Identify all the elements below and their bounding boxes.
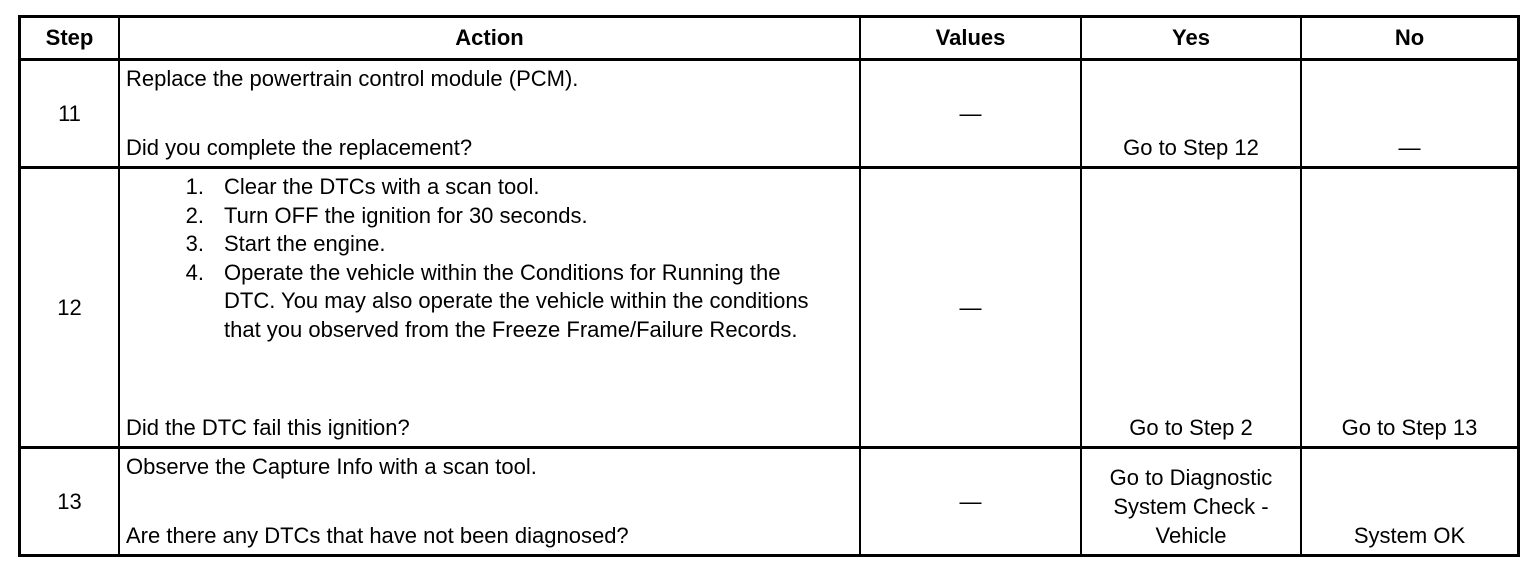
action-question: Did the DTC fail this ignition? — [126, 415, 410, 440]
values-cell — [861, 169, 1082, 446]
table-row-step-11 — [21, 61, 1517, 169]
yes-cell — [1082, 449, 1302, 554]
step-number-cell — [21, 61, 120, 166]
no-outcome: System OK — [1353, 523, 1466, 548]
yes-cell — [1082, 61, 1302, 166]
yes-outcome-line: System Check - — [1113, 494, 1269, 519]
header-yes: Yes — [1082, 18, 1302, 58]
list-item-text: Clear the DTCs with a scan tool. — [224, 174, 540, 199]
values-cell — [861, 61, 1082, 166]
header-action: Action — [120, 18, 861, 58]
action-instruction: Observe the Capture Info with a scan tool. — [126, 454, 537, 479]
yes-outcome: Go to Step 2 — [1129, 415, 1253, 440]
list-item-text: Turn OFF the ignition for 30 seconds. — [224, 202, 588, 228]
procedure-list — [174, 173, 824, 344]
header-step: Step — [21, 18, 120, 58]
values-dash: — — [959, 488, 982, 514]
yes-outcome — [1082, 463, 1300, 550]
step-number: 13 — [57, 488, 82, 514]
header-no: No — [1394, 25, 1425, 50]
step-number-cell — [21, 449, 120, 554]
yes-outcome-line: Go to Diagnostic — [1109, 465, 1273, 490]
list-item-number: 2. — [185, 202, 204, 228]
list-item-text: Operate the vehicle within the Conditions for Running the DTC. You may also operate the vehicle within the conditions that you observed from the Freeze Frame/Failure Records. — [224, 259, 809, 342]
no-cell — [1302, 449, 1517, 554]
table-row-step-13 — [21, 449, 1517, 554]
action-question: Are there any DTCs that have not been diagnosed? — [126, 523, 629, 548]
action-question: Did you complete the replacement? — [126, 135, 473, 160]
action-cell — [120, 169, 861, 446]
header-values: Values — [861, 18, 1082, 58]
step-number: 12 — [57, 294, 82, 320]
yes-outcome-line: Vehicle — [1155, 523, 1227, 548]
step-number: 11 — [58, 100, 81, 126]
action-instruction: Replace the powertrain control module (PCM). — [126, 66, 579, 91]
table-row-step-12 — [21, 169, 1517, 449]
list-item — [174, 230, 824, 259]
list-item — [174, 259, 824, 345]
list-item — [174, 173, 824, 202]
no-cell — [1302, 61, 1517, 166]
no-outcome: Go to Step 13 — [1341, 415, 1478, 440]
list-item-text: Start the engine. — [224, 231, 386, 256]
action-cell — [120, 61, 861, 166]
table-header-row — [21, 18, 1517, 61]
list-item-number: 1. — [185, 174, 204, 199]
diagnostic-table — [18, 15, 1520, 557]
yes-outcome: Go to Step 12 — [1123, 135, 1259, 160]
yes-cell — [1082, 169, 1302, 446]
step-number-cell — [21, 169, 120, 446]
action-cell — [120, 449, 861, 554]
no-cell — [1302, 169, 1517, 446]
list-item-number: 3. — [185, 231, 204, 256]
values-cell — [861, 449, 1082, 554]
values-dash: — — [959, 294, 982, 320]
no-outcome: — — [1398, 135, 1421, 160]
list-item-number: 4. — [185, 259, 204, 285]
values-dash: — — [959, 100, 982, 126]
list-item — [174, 202, 824, 231]
